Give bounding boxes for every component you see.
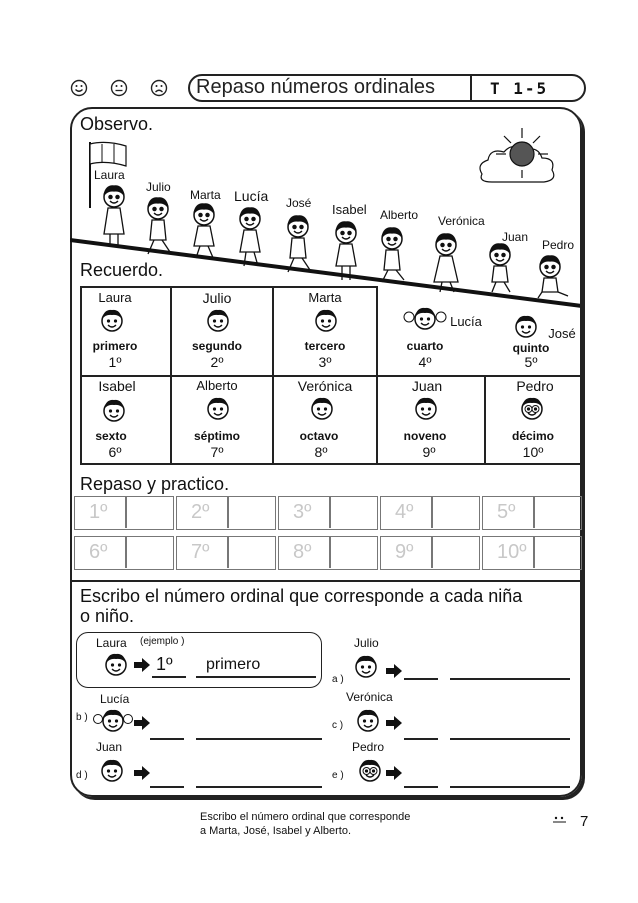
item-name-lucia: Lucía (100, 692, 130, 706)
kid-face-icon (92, 708, 134, 734)
arrow-right-icon (134, 766, 150, 780)
cell-word-segundo: segundo (192, 339, 242, 353)
practice-box[interactable]: 2º (176, 496, 276, 530)
recuerdo-title: Recuerdo. (80, 260, 164, 280)
practice-box[interactable]: 9º (380, 536, 480, 570)
arrow-right-icon (134, 658, 150, 672)
practice-box[interactable]: 4º (380, 496, 480, 530)
cell-num-3: 3º (318, 354, 332, 370)
kid-face-icon (402, 306, 448, 332)
kid-face-icon (102, 398, 126, 424)
practice-box[interactable]: 1º (74, 496, 174, 530)
table-border-top (80, 286, 376, 288)
cell-num-9: 9º (422, 444, 436, 460)
kid-face-icon (100, 758, 124, 784)
kid-face-icon (520, 396, 544, 422)
dots-icon (552, 816, 568, 824)
kid-label-julio: Julio (146, 180, 171, 194)
example-name: Laura (96, 636, 127, 650)
kid-face-icon (314, 308, 338, 334)
answer-line-word[interactable] (450, 738, 570, 740)
item-name-pedro: Pedro (352, 740, 385, 754)
section-divider (70, 580, 582, 582)
footer-line-1: Escribo el número ordinal que corresponde (200, 811, 411, 823)
cell-word-septimo: séptimo (193, 429, 240, 443)
kid-face-icon (206, 308, 230, 334)
kid-label-marta: Marta (190, 188, 221, 202)
kid-label-alberto: Alberto (380, 208, 419, 222)
item-letter-b: b ) (76, 712, 88, 723)
cell-word-tercero: tercero (304, 339, 346, 353)
table-row-divider (80, 375, 582, 377)
kid-face-icon (104, 652, 128, 678)
cell-word-sexto: sexto (95, 429, 127, 443)
kid-label-isabel: Isabel (332, 202, 367, 217)
answer-line (152, 676, 186, 678)
answer-line-number[interactable] (404, 738, 438, 740)
cell-name-juan: Juan (411, 378, 443, 394)
cell-word-noveno: noveno (403, 429, 447, 443)
item-name-juan: Juan (96, 740, 123, 754)
example-word: primero (206, 656, 261, 673)
item-letter-d: d ) (76, 770, 88, 781)
practice-box[interactable]: 8º (278, 536, 378, 570)
practice-box[interactable]: 3º (278, 496, 378, 530)
cell-word-octavo: octavo (299, 429, 339, 443)
kid-face-icon (310, 396, 334, 422)
kid-label-laura: Laura (94, 168, 125, 182)
cell-word-cuarto: cuarto (406, 339, 444, 353)
answer-line-number[interactable] (150, 786, 184, 788)
cell-num-2: 2º (210, 354, 224, 370)
arrow-right-icon (386, 766, 402, 780)
cell-num-4: 4º (418, 354, 432, 370)
table-col-4 (484, 375, 486, 464)
sad-face-icon[interactable] (150, 79, 168, 97)
item-letter-a: a ) (332, 674, 344, 685)
cell-num-7: 7º (210, 444, 224, 460)
escribo-title-line2: o niño. (80, 606, 135, 626)
answer-line-number[interactable] (404, 786, 438, 788)
cell-word-primero: primero (92, 339, 138, 353)
arrow-right-icon (386, 716, 402, 730)
practice-box[interactable]: 6º (74, 536, 174, 570)
neutral-face-icon[interactable] (110, 79, 128, 97)
kid-label-pedro: Pedro (542, 238, 575, 252)
cell-name-laura: Laura (98, 290, 132, 305)
answer-line-number[interactable] (404, 678, 438, 680)
cell-num-8: 8º (314, 444, 328, 460)
kid-label-juan: Juan (502, 230, 529, 244)
title-divider (470, 76, 472, 100)
cell-name-isabel: Isabel (98, 378, 136, 394)
answer-line (196, 676, 316, 678)
footer-line-2: a Marta, José, Isabel y Alberto. (200, 825, 352, 837)
escribo-title-line1: Escribo el número ordinal que corresponde a cada niña (80, 586, 523, 606)
cell-name-veronica: Verónica (297, 378, 353, 394)
kid-face-icon (354, 654, 378, 680)
cell-name-julio: Julio (202, 290, 232, 306)
arrow-right-icon (134, 716, 150, 730)
cell-name-jose: José (548, 326, 576, 341)
cell-word-quinto: quinto (512, 341, 550, 355)
cell-num-10: 10º (522, 444, 544, 460)
table-col-3 (376, 286, 378, 464)
arrow-right-icon (386, 664, 402, 678)
answer-line-word[interactable] (450, 678, 570, 680)
answer-line-word[interactable] (196, 738, 322, 740)
cell-name-marta: Marta (308, 290, 342, 305)
answer-line-word[interactable] (450, 786, 570, 788)
cell-word-decimo: décimo (511, 429, 554, 443)
practice-box[interactable]: 10º (482, 536, 582, 570)
answer-line-number[interactable] (150, 738, 184, 740)
table-border-right (580, 300, 582, 464)
practice-box[interactable]: 5º (482, 496, 582, 530)
observo-title: Observo. (80, 114, 154, 134)
kid-face-icon (206, 396, 230, 422)
practice-box[interactable]: 7º (176, 536, 276, 570)
cell-name-lucia: Lucía (450, 314, 482, 329)
happy-face-icon[interactable] (70, 79, 88, 97)
practico-title: Repaso y practico. (80, 474, 230, 494)
cell-num-6: 6º (108, 444, 122, 460)
kid-label-lucia: Lucía (234, 188, 269, 204)
example-tag: (ejemplo ) (140, 636, 185, 647)
kid-label-jose: José (286, 196, 312, 210)
cell-num-5: 5º (524, 354, 538, 370)
cell-name-alberto: Alberto (196, 378, 238, 393)
kid-face-icon (514, 314, 538, 340)
page-number: 7 (580, 813, 589, 830)
item-name-veronica: Verónica (346, 690, 393, 704)
item-letter-e: e ) (332, 770, 344, 781)
lesson-code: T 1-5 (490, 79, 549, 98)
answer-line-word[interactable] (196, 786, 322, 788)
kid-face-icon (358, 758, 382, 784)
page-title: Repaso números ordinales (196, 76, 436, 98)
cell-name-pedro: Pedro (516, 378, 554, 394)
table-border-bottom (80, 463, 582, 465)
kid-label-veronica: Verónica (438, 214, 485, 228)
footer-instruction (200, 810, 410, 838)
kid-face-icon (100, 308, 124, 334)
item-name-julio: Julio (354, 636, 379, 650)
cell-num-1: 1º (108, 354, 122, 370)
kid-face-icon (356, 708, 380, 734)
item-letter-c: c ) (332, 720, 344, 731)
example-num: 1º (156, 654, 173, 674)
kid-face-icon (414, 396, 438, 422)
